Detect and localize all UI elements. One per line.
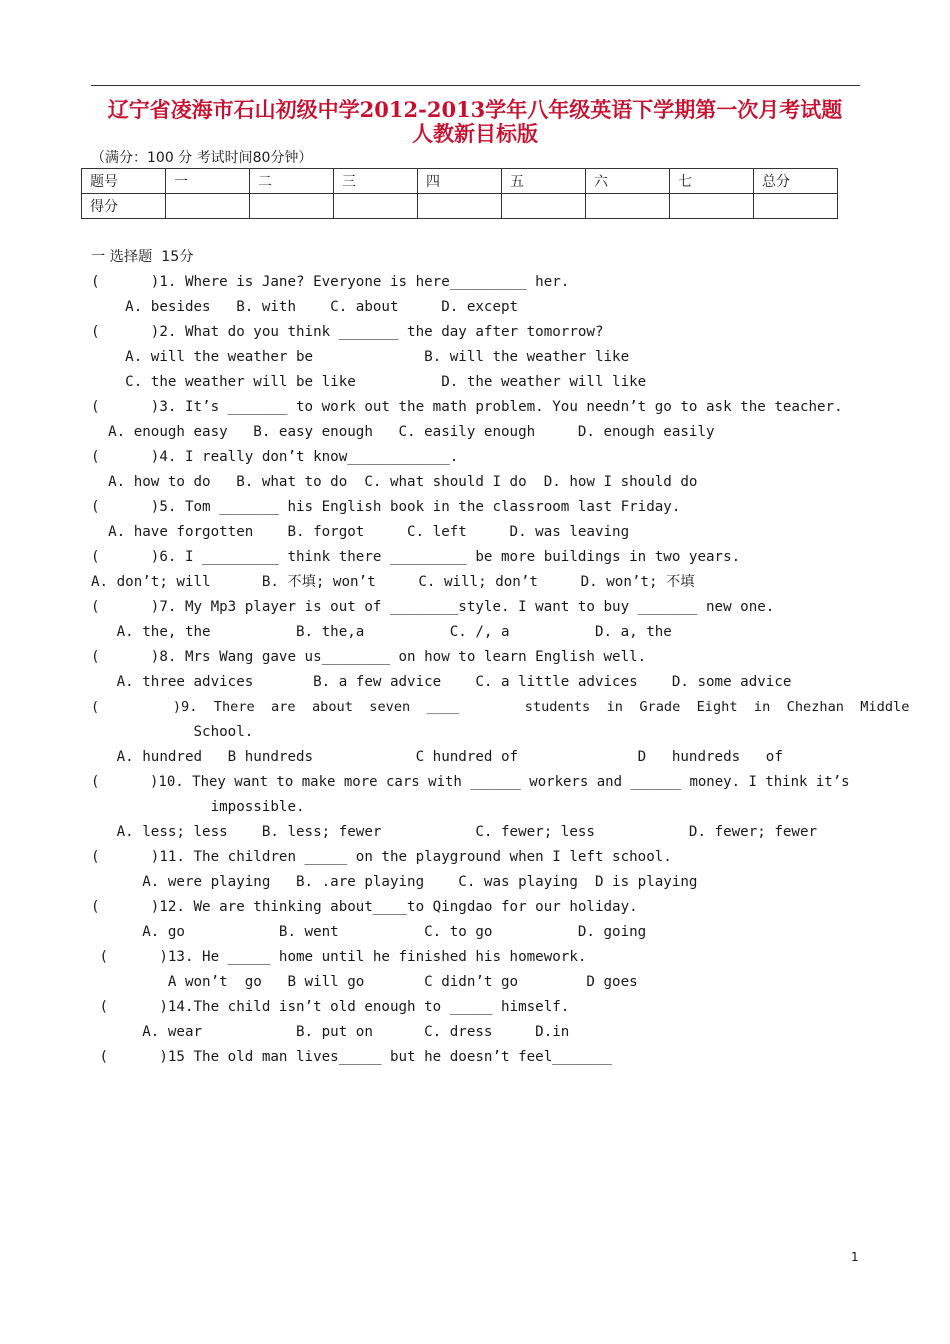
- exam-info: （满分：100 分 考试时间80分钟）: [91, 150, 313, 166]
- options-line: A. were playing B. .are playing C. was playing D is playing: [91, 874, 698, 890]
- question-line: ( )14.The child isn’t old enough to _____ himself.: [91, 999, 570, 1015]
- score-table-header-cell: 四: [418, 169, 502, 194]
- score-cell: [670, 194, 754, 219]
- options-line: A. have forgotten B. forgot C. left D. was leaving: [91, 524, 630, 540]
- score-cell: [334, 194, 418, 219]
- question-line: ( )1. Where is Jane? Everyone is here_________ her.: [91, 274, 570, 290]
- score-table-header-cell: 二: [250, 169, 334, 194]
- score-table-row-label: 得分: [82, 194, 166, 219]
- score-table-score-row: [82, 194, 838, 219]
- options-line: A. three advices B. a few advice C. a little advices D. some advice: [91, 674, 792, 690]
- score-cell: [166, 194, 250, 219]
- question-line: ( )9. There are about seven ____ students in Grade Eight in Chezhan Middle: [91, 699, 910, 715]
- score-table: [81, 168, 838, 219]
- score-cell: [250, 194, 334, 219]
- options-line: A. besides B. with C. about D. except: [91, 299, 519, 315]
- document-title-line2: 人教新目标版: [412, 121, 538, 146]
- question-line: ( )15 The old man lives_____ but he doesn’t feel_______: [91, 1049, 613, 1065]
- score-cell: [502, 194, 586, 219]
- options-line: A. how to do B. what to do C. what should I do D. how I should do: [91, 474, 698, 490]
- score-table-header-cell: 总分: [754, 169, 838, 194]
- options-line: C. the weather will be like D. the weather will like: [91, 374, 647, 390]
- page-number: 1: [851, 1250, 859, 1264]
- options-line: A. wear B. put on C. dress D.in: [91, 1024, 570, 1040]
- options-line: A. hundred B hundreds C hundred of D hundreds of: [91, 749, 783, 765]
- question-line: ( )6. I _________ think there _________ be more buildings in two years.: [91, 549, 741, 565]
- question-continuation: impossible.: [91, 799, 305, 815]
- score-table-header-cell: 六: [586, 169, 670, 194]
- score-table-header-cell: 七: [670, 169, 754, 194]
- section-heading: 一 选择题 15分: [91, 249, 194, 265]
- score-table-header-cell: 三: [334, 169, 418, 194]
- question-continuation: School.: [91, 724, 254, 740]
- question-line: ( )13. He _____ home until he finished his homework.: [91, 949, 587, 965]
- options-line: A. the, the B. the,a C. /, a D. a, the: [91, 624, 672, 640]
- question-line: ( )10. They want to make more cars with ______ workers and ______ money. I think it’s: [91, 774, 850, 790]
- score-table-header-cell: 题号: [82, 169, 166, 194]
- options-line: A won’t go B will go C didn’t go D goes: [91, 974, 638, 990]
- score-cell: [418, 194, 502, 219]
- options-line: A. go B. went C. to go D. going: [91, 924, 647, 940]
- options-line: A. less; less B. less; fewer C. fewer; less D. fewer; fewer: [91, 824, 818, 840]
- score-cell: [754, 194, 838, 219]
- score-table-header-cell: 五: [502, 169, 586, 194]
- score-table-header-row: [82, 169, 838, 194]
- question-line: ( )4. I really don’t know____________.: [91, 449, 459, 465]
- options-line: A. don’t; will B. 不填; won’t C. will; don’t D. won’t; 不填: [91, 574, 695, 590]
- score-table-header-cell: 一: [166, 169, 250, 194]
- document-title-line1: 辽宁省凌海市石山初级中学2012-2013学年八年级英语下学期第一次月考试题: [107, 97, 843, 122]
- question-line: ( )3. It’s _______ to work out the math problem. You needn’t go to ask the teacher.: [91, 399, 843, 415]
- question-line: ( )8. Mrs Wang gave us________ on how to learn English well.: [91, 649, 647, 665]
- options-line: A. will the weather be B. will the weather like: [91, 349, 630, 365]
- question-line: ( )11. The children _____ on the playground when I left school.: [91, 849, 672, 865]
- top-rule: [91, 85, 860, 86]
- options-line: A. enough easy B. easy enough C. easily enough D. enough easily: [91, 424, 715, 440]
- question-line: ( )12. We are thinking about____to Qingdao for our holiday.: [91, 899, 638, 915]
- question-line: ( )2. What do you think _______ the day after tomorrow?: [91, 324, 604, 340]
- question-line: ( )5. Tom _______ his English book in the classroom last Friday.: [91, 499, 681, 515]
- score-cell: [586, 194, 670, 219]
- question-line: ( )7. My Mp3 player is out of ________style. I want to buy _______ new one.: [91, 599, 775, 615]
